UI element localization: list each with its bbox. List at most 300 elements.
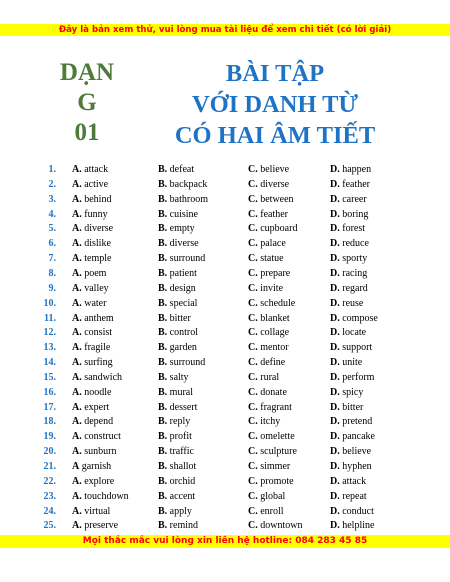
- question-number: 15.: [43, 371, 56, 383]
- option-b: [158, 414, 190, 429]
- option-letter: B.: [158, 401, 168, 413]
- option-b: [158, 355, 205, 370]
- hotline-text: Mọi thắc mắc vui lòng xin liên hệ hotline: 084 283 45 85: [82, 536, 368, 546]
- question-number: 10.: [43, 297, 56, 309]
- option-letter: B.: [158, 178, 168, 190]
- option-a: [72, 325, 112, 340]
- option-word: design: [169, 282, 196, 294]
- option-letter: C.: [248, 208, 258, 220]
- option-letter: C.: [248, 475, 258, 487]
- option-letter: C.: [248, 327, 258, 339]
- option-b: [158, 325, 198, 340]
- option-word: forest: [342, 223, 366, 235]
- question-row: [0, 207, 450, 222]
- option-d: [330, 355, 362, 370]
- option-c: [248, 236, 286, 251]
- option-d: [330, 236, 369, 251]
- option-c: [248, 340, 289, 355]
- option-word: itchy: [260, 416, 281, 428]
- option-d: [330, 429, 375, 444]
- option-letter: C.: [248, 446, 258, 458]
- option-word: water: [84, 297, 107, 309]
- option-letter: C.: [248, 416, 258, 428]
- question-number: 11.: [44, 312, 56, 324]
- option-word: blanket: [260, 312, 290, 324]
- option-word: active: [84, 178, 109, 190]
- option-word: sandwich: [84, 371, 123, 383]
- option-b: [158, 400, 197, 415]
- option-letter: A.: [72, 327, 82, 339]
- option-letter: C.: [248, 178, 258, 190]
- option-word: compose: [342, 312, 378, 324]
- question-row: [0, 414, 450, 429]
- option-word: sunburn: [84, 446, 117, 458]
- option-letter: A.: [72, 297, 82, 309]
- option-letter: D.: [330, 386, 340, 398]
- option-b: [158, 504, 192, 519]
- option-a: [72, 474, 114, 489]
- option-word: accent: [169, 490, 196, 502]
- question-number: 8.: [48, 267, 56, 279]
- option-word: behind: [84, 193, 112, 205]
- option-d: [330, 325, 366, 340]
- question-row: [0, 459, 450, 474]
- title-line: CÓ HAI ÂM TIẾT: [174, 122, 376, 149]
- option-letter: D.: [330, 282, 340, 294]
- option-c: [248, 251, 284, 266]
- option-a: [72, 236, 111, 251]
- option-letter: C.: [248, 342, 258, 354]
- option-letter: A.: [72, 520, 82, 532]
- option-word: attack: [84, 164, 109, 175]
- option-a: [72, 207, 108, 222]
- dang-line: DẠN: [59, 59, 115, 86]
- dang-line: G: [77, 89, 97, 116]
- option-d: [330, 489, 367, 504]
- question-number: 22.: [43, 475, 56, 487]
- option-word: believe: [342, 446, 372, 458]
- option-a: [72, 281, 109, 296]
- option-c: [248, 504, 284, 519]
- option-d: [330, 518, 374, 533]
- option-letter: D.: [330, 208, 340, 220]
- question-row: [0, 266, 450, 281]
- option-letter: C.: [248, 223, 258, 235]
- option-word: noodle: [84, 386, 112, 398]
- option-letter: D.: [330, 223, 340, 235]
- option-letter: D.: [330, 253, 340, 265]
- option-word: cupboard: [260, 223, 298, 235]
- option-letter: D.: [330, 401, 340, 413]
- question-row: [0, 236, 450, 251]
- option-a: [72, 429, 121, 444]
- option-letter: C.: [248, 267, 258, 279]
- option-word: feather: [260, 208, 288, 220]
- option-letter: B.: [158, 282, 168, 294]
- option-letter: A.: [72, 475, 82, 487]
- option-b: [158, 177, 207, 192]
- option-word: diverse: [260, 178, 290, 190]
- title-line: BÀI TẬP: [225, 60, 325, 87]
- option-a: [72, 518, 118, 533]
- question-number: 12.: [43, 327, 56, 339]
- question-row: [0, 504, 450, 519]
- option-word: backpack: [169, 178, 208, 190]
- option-letter: A.: [72, 267, 82, 279]
- option-letter: B.: [158, 431, 168, 443]
- dang-label: [48, 58, 126, 148]
- option-letter: D.: [330, 475, 340, 487]
- option-d: [330, 221, 365, 236]
- option-b: [158, 385, 193, 400]
- question-number: 13.: [43, 342, 56, 354]
- option-letter: C.: [248, 431, 258, 443]
- option-letter: B.: [158, 446, 168, 458]
- option-letter: D.: [330, 490, 340, 502]
- option-b: [158, 444, 194, 459]
- question-number: 4.: [48, 208, 56, 220]
- option-word: simmer: [260, 461, 291, 472]
- option-word: sporty: [342, 253, 368, 265]
- option-letter: B.: [158, 371, 168, 383]
- option-d: [330, 459, 372, 474]
- hotline-banner: [0, 535, 450, 548]
- option-b: [158, 518, 198, 533]
- option-b: [158, 370, 189, 385]
- option-letter: C.: [248, 371, 258, 383]
- option-letter: B.: [158, 208, 168, 220]
- option-letter: C.: [248, 297, 258, 309]
- question-number: 7.: [48, 253, 56, 265]
- option-word: locate: [342, 327, 367, 339]
- option-c: [248, 177, 289, 192]
- option-word: bathroom: [169, 193, 208, 205]
- question-row: [0, 340, 450, 355]
- option-a: [72, 296, 106, 311]
- option-c: [248, 162, 289, 177]
- option-a: [72, 444, 116, 459]
- option-letter: D.: [330, 416, 340, 428]
- option-word: consist: [84, 327, 113, 339]
- option-letter: D.: [330, 461, 340, 472]
- option-word: surround: [169, 253, 206, 265]
- option-c: [248, 207, 288, 222]
- option-word: pretend: [342, 416, 373, 428]
- option-c: [248, 414, 280, 429]
- option-letter: C.: [248, 461, 258, 472]
- option-word: diverse: [84, 223, 114, 235]
- option-word: preserve: [84, 520, 119, 532]
- option-word: collage: [260, 327, 290, 339]
- option-d: [330, 177, 370, 192]
- option-letter: B.: [158, 386, 168, 398]
- option-b: [158, 489, 195, 504]
- question-number: 1.: [48, 164, 56, 175]
- option-word: pancake: [342, 431, 375, 443]
- option-word: funny: [84, 208, 108, 220]
- option-word: traffic: [169, 446, 194, 458]
- option-letter: A.: [72, 431, 82, 443]
- option-word: temple: [84, 253, 112, 265]
- option-b: [158, 429, 192, 444]
- option-word: anthem: [84, 312, 114, 324]
- option-letter: C.: [248, 386, 258, 398]
- option-letter: A.: [72, 401, 82, 413]
- option-letter: B.: [158, 461, 168, 472]
- option-d: [330, 370, 374, 385]
- question-number: 5.: [48, 223, 56, 235]
- option-word: perform: [342, 371, 375, 383]
- option-a: [72, 370, 122, 385]
- option-word: helpline: [342, 520, 375, 532]
- option-word: reduce: [342, 238, 369, 250]
- option-letter: C.: [248, 312, 258, 324]
- question-row: [0, 429, 450, 444]
- option-word: spicy: [342, 386, 364, 398]
- option-c: [248, 192, 294, 207]
- option-word: donate: [260, 386, 287, 398]
- option-a: [72, 414, 113, 429]
- question-row: [0, 251, 450, 266]
- question-number: 20.: [43, 446, 56, 458]
- option-letter: A.: [72, 342, 82, 354]
- option-c: [248, 400, 292, 415]
- option-b: [158, 221, 195, 236]
- question-number: 25.: [43, 520, 56, 532]
- option-word: statue: [260, 253, 284, 265]
- option-d: [330, 251, 367, 266]
- option-d: [330, 266, 367, 281]
- preview-notice-text: Đây là bản xem thử, vui lòng mua tài liệu để xem chi tiết (có lời giải): [58, 25, 392, 35]
- question-number: 14.: [43, 357, 56, 369]
- option-word: construct: [84, 431, 121, 443]
- option-b: [158, 251, 205, 266]
- question-number: 3.: [48, 193, 56, 205]
- option-letter: B.: [158, 238, 168, 250]
- question-number: 9.: [48, 282, 56, 294]
- option-word: global: [260, 490, 286, 502]
- option-letter: D.: [330, 178, 340, 190]
- option-word: feather: [342, 178, 370, 190]
- option-word: reply: [169, 416, 191, 428]
- option-letter: D.: [330, 193, 340, 205]
- question-number: 16.: [43, 386, 56, 398]
- option-letter: A.: [72, 386, 82, 398]
- option-word: special: [169, 297, 198, 309]
- option-letter: D.: [330, 267, 340, 279]
- option-word: between: [260, 193, 294, 205]
- option-word: regard: [342, 282, 368, 294]
- option-word: virtual: [84, 505, 111, 517]
- option-letter: B.: [158, 357, 168, 369]
- option-letter: C.: [248, 401, 258, 413]
- option-word: profit: [169, 431, 192, 443]
- option-word: invite: [260, 282, 284, 294]
- option-word: attack: [342, 475, 367, 487]
- option-letter: A: [72, 461, 80, 472]
- question-number: 18.: [43, 416, 56, 428]
- option-c: [248, 296, 295, 311]
- option-word: fragile: [84, 342, 111, 354]
- option-letter: B.: [158, 416, 168, 428]
- option-a: [72, 489, 129, 504]
- option-d: [330, 444, 371, 459]
- option-word: diverse: [169, 238, 199, 250]
- option-word: omelette: [260, 431, 295, 443]
- option-letter: D.: [330, 327, 340, 339]
- option-word: cuisine: [169, 208, 198, 220]
- option-letter: D.: [330, 342, 340, 354]
- option-a: [72, 192, 111, 207]
- option-letter: A.: [72, 238, 82, 250]
- option-word: support: [342, 342, 373, 354]
- question-row: [0, 311, 450, 326]
- option-word: repeat: [342, 490, 367, 502]
- option-d: [330, 385, 363, 400]
- option-b: [158, 296, 197, 311]
- option-letter: A.: [72, 223, 82, 235]
- option-letter: D.: [330, 446, 340, 458]
- option-letter: B.: [158, 505, 168, 517]
- option-d: [330, 207, 368, 222]
- option-word: mentor: [260, 342, 289, 354]
- option-letter: B.: [158, 164, 168, 175]
- option-b: [158, 459, 196, 474]
- option-letter: C.: [248, 282, 258, 294]
- option-letter: D.: [330, 371, 340, 383]
- question-number: 6.: [48, 238, 56, 250]
- option-letter: D.: [330, 297, 340, 309]
- option-word: conduct: [342, 505, 374, 517]
- option-d: [330, 192, 367, 207]
- option-a: [72, 251, 111, 266]
- option-word: fragrant: [260, 401, 292, 413]
- option-word: happen: [342, 164, 372, 175]
- question-number: 23.: [43, 490, 56, 502]
- question-row: [0, 518, 450, 533]
- option-c: [248, 311, 290, 326]
- option-word: mural: [169, 386, 193, 398]
- option-letter: C.: [248, 520, 258, 532]
- question-row: [0, 296, 450, 311]
- option-a: [72, 311, 114, 326]
- option-c: [248, 518, 302, 533]
- option-b: [158, 192, 208, 207]
- option-letter: A.: [72, 208, 82, 220]
- option-word: orchid: [169, 475, 196, 487]
- option-a: [72, 459, 111, 474]
- preview-notice-banner: [0, 24, 450, 36]
- option-a: [72, 162, 108, 177]
- worksheet-title: [140, 58, 410, 151]
- option-c: [248, 489, 285, 504]
- option-letter: B.: [158, 223, 168, 235]
- option-letter: A.: [72, 490, 82, 502]
- option-letter: D.: [330, 431, 340, 443]
- option-word: expert: [84, 401, 110, 413]
- question-row: [0, 400, 450, 415]
- option-letter: C.: [248, 193, 258, 205]
- option-letter: D.: [330, 238, 340, 250]
- option-c: [248, 474, 294, 489]
- option-c: [248, 221, 297, 236]
- option-d: [330, 340, 372, 355]
- option-b: [158, 162, 194, 177]
- option-word: bitter: [169, 312, 191, 324]
- option-word: apply: [169, 505, 192, 517]
- option-word: dislike: [84, 238, 111, 250]
- option-c: [248, 429, 295, 444]
- option-word: downtown: [260, 520, 303, 532]
- option-letter: C.: [248, 357, 258, 369]
- question-number: 19.: [43, 431, 56, 443]
- option-word: hyphen: [342, 461, 372, 472]
- option-d: [330, 504, 374, 519]
- option-a: [72, 385, 111, 400]
- question-row: [0, 221, 450, 236]
- question-row: [0, 444, 450, 459]
- option-word: promote: [260, 475, 294, 487]
- option-letter: A.: [72, 416, 82, 428]
- option-word: valley: [84, 282, 109, 294]
- option-word: salty: [169, 371, 189, 383]
- question-row: [0, 355, 450, 370]
- option-word: prepare: [260, 267, 291, 279]
- question-number: 24.: [43, 505, 56, 517]
- option-letter: C.: [248, 164, 258, 175]
- option-letter: A.: [72, 446, 82, 458]
- option-d: [330, 281, 368, 296]
- option-a: [72, 504, 110, 519]
- option-word: rural: [260, 371, 280, 383]
- option-word: sculpture: [260, 446, 297, 458]
- option-c: [248, 444, 297, 459]
- option-word: racing: [342, 267, 368, 279]
- option-letter: A.: [72, 253, 82, 265]
- option-letter: D.: [330, 520, 340, 532]
- option-word: boring: [342, 208, 369, 220]
- dang-line: 01: [74, 119, 100, 146]
- question-row: [0, 474, 450, 489]
- question-row: [0, 370, 450, 385]
- option-letter: B.: [158, 475, 168, 487]
- option-word: touchdown: [84, 490, 129, 502]
- option-letter: B.: [158, 193, 168, 205]
- question-row: [0, 192, 450, 207]
- option-letter: B.: [158, 312, 168, 324]
- option-letter: C.: [248, 505, 258, 517]
- option-b: [158, 340, 197, 355]
- option-word: schedule: [260, 297, 296, 309]
- option-word: dessert: [169, 401, 198, 413]
- option-word: empty: [169, 223, 195, 235]
- option-d: [330, 311, 378, 326]
- option-word: poem: [84, 267, 107, 279]
- option-c: [248, 385, 287, 400]
- option-letter: A.: [72, 178, 82, 190]
- option-a: [72, 221, 113, 236]
- option-word: reuse: [342, 297, 364, 309]
- option-d: [330, 414, 372, 429]
- option-word: remind: [169, 520, 198, 532]
- option-word: palace: [260, 238, 286, 250]
- option-letter: D.: [330, 357, 340, 369]
- option-word: career: [342, 193, 367, 205]
- option-b: [158, 236, 199, 251]
- option-word: enroll: [260, 505, 284, 517]
- option-c: [248, 459, 290, 474]
- option-a: [72, 177, 108, 192]
